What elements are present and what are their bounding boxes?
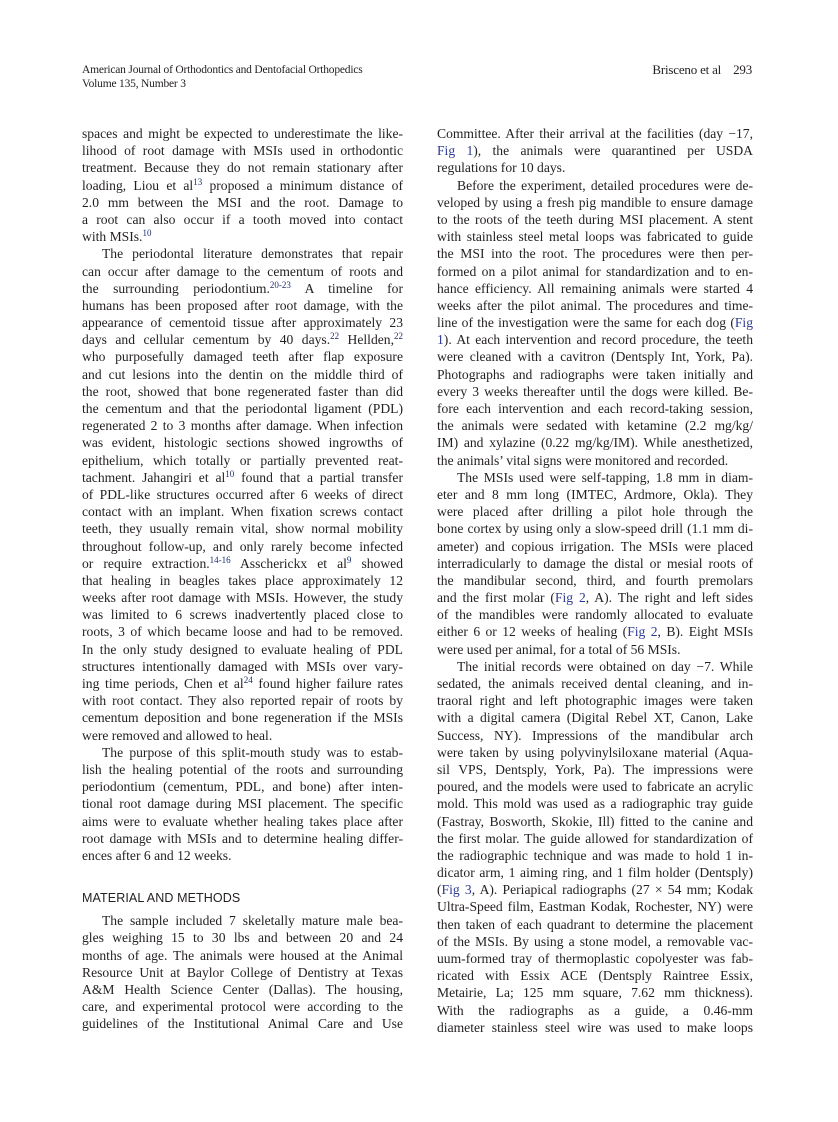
text-run: The purpose of this split-mouth study was to estab- xyxy=(102,744,403,760)
text-run: that healing in beagles takes place approximately 12 xyxy=(82,572,403,588)
text-run: were removed and allowed to heal. xyxy=(82,727,273,743)
citation-superscript[interactable]: 24 xyxy=(243,675,253,685)
text-line xyxy=(82,947,403,964)
text-run: epithelium, which totally or partially prevented reat- xyxy=(82,452,403,468)
text-line xyxy=(82,520,403,537)
text-run: the cementum and that the periodontal ligament (PDL) xyxy=(82,401,403,416)
citation-superscript[interactable]: 20-23 xyxy=(269,279,291,290)
text-run: then taken of each quadrant to determine the placement xyxy=(437,916,753,932)
text-line xyxy=(437,761,753,778)
text-run: every 3 weeks thereafter until the dogs were killed. Be- xyxy=(437,383,753,399)
text-run: regenerated 2 to 3 months after damage. When infection xyxy=(82,418,403,434)
text-run: and cut lesions into the dentin on the middle third of xyxy=(82,366,403,382)
text-run: were placed after drilling a pilot hole through the xyxy=(437,504,753,520)
text-run: care, and experimental protocol were according to the xyxy=(82,999,403,1015)
journal-volume: Volume 135, Number 3 xyxy=(82,78,186,90)
text-line xyxy=(437,709,753,726)
text-run: was limited to 6 screws inadvertently placed close to xyxy=(82,607,403,623)
text-line xyxy=(437,967,753,984)
text-run: mold. This mold was used as a radiographic tray guide xyxy=(437,796,753,812)
text-line xyxy=(437,503,753,520)
introduction-text xyxy=(82,125,403,864)
citation-superscript[interactable]: 14-16 xyxy=(209,554,231,565)
text-line xyxy=(437,383,753,400)
text-line xyxy=(437,159,753,176)
text-line xyxy=(437,486,753,503)
text-run: the radiographic technique and was made to hold 1 in- xyxy=(437,847,753,863)
text-run: Hellden, xyxy=(339,332,394,348)
text-run: Resource Unit at Baylor College of Dentistry at Texas xyxy=(82,964,403,980)
text-run: fore each intervention and each record-taking session, xyxy=(437,401,753,416)
text-run: lihood of root damage with MSIs used in orthodontic xyxy=(82,143,403,159)
text-run: sil VPS, Dentsply, York, Pa). The impressions were xyxy=(437,761,753,777)
text-run: the root, showed that bone regenerated faster than did xyxy=(82,383,403,399)
text-run: ricated with Essix ACE (Dentsply Raintree Essix, xyxy=(437,968,753,984)
text-line xyxy=(82,555,403,572)
text-line xyxy=(82,503,403,520)
text-run: or require extraction. xyxy=(82,555,210,571)
citation-superscript[interactable]: 10 xyxy=(142,228,152,239)
text-line xyxy=(437,366,753,383)
text-run: Success, NY). Impressions of the mandibular arch xyxy=(437,727,753,743)
text-run: sedated, the animals received dental cleaning, and in- xyxy=(437,676,753,691)
text-line xyxy=(82,778,403,795)
text-line xyxy=(437,400,753,417)
text-run: The sample included 7 skeletally mature male bea- xyxy=(102,913,403,929)
text-line xyxy=(82,538,403,555)
text-run: tional root damage during MSI placement. The specific xyxy=(82,796,403,812)
text-run: ), the animals were quarantined per USDA xyxy=(473,143,753,159)
text-run: interradicularly to damage the distal or mesial roots of xyxy=(437,555,753,571)
text-line xyxy=(82,383,403,400)
text-line xyxy=(82,263,403,280)
text-line xyxy=(437,245,753,262)
text-run: with stainless steel metal loops was fabricated to guide xyxy=(437,229,753,245)
text-run: formed on a pilot animal for standardization and to en- xyxy=(437,263,753,279)
text-run: proposed a minimum distance of xyxy=(202,177,404,193)
text-line xyxy=(437,795,753,812)
text-run: cementum deposition and bone regeneration if the MSIs xyxy=(82,710,403,726)
text-run: The MSIs used were self-tapping, 1.8 mm in diam- xyxy=(457,469,753,485)
text-run: line of the investigation were the same for each dog ( xyxy=(437,315,735,331)
text-line xyxy=(82,912,403,929)
text-line xyxy=(437,813,753,830)
text-line xyxy=(82,486,403,503)
text-run: the animals were sedated with ketamine (2.2 mg/kg/ xyxy=(437,418,753,434)
figure-reference-link[interactable]: Fig 2 xyxy=(554,590,586,606)
text-line xyxy=(437,658,753,675)
text-run: found higher failure rates xyxy=(252,676,403,691)
text-line xyxy=(82,177,403,194)
text-run: root damage with MSIs and to determine healing differ- xyxy=(82,830,403,846)
text-run: can occur after damage to the cementum of roots and xyxy=(82,263,403,279)
journal-title: American Journal of Orthodontics and Dentofacial Orthopedics xyxy=(82,64,363,76)
text-run: humans has been proposed after root damage, with the xyxy=(82,297,403,313)
text-run: diameter stainless steel wire was used to make loops xyxy=(437,1019,753,1035)
text-run: ences after 6 and 12 weeks. xyxy=(82,847,232,863)
text-run: who purposefully damaged teeth after flap exposure xyxy=(82,349,403,365)
text-line xyxy=(82,245,403,262)
text-run: bone cortex by using only a slow-speed drill (1.1 mm di- xyxy=(437,521,753,537)
text-line xyxy=(82,813,403,830)
text-line xyxy=(82,228,403,245)
text-line xyxy=(437,744,753,761)
text-run: gles weighing 15 to 30 lbs and between 20 and 24 xyxy=(82,930,403,946)
text-line xyxy=(437,864,753,881)
text-run: Metairie, La; 125 mm square, 7.62 mm thickness). xyxy=(437,985,753,1001)
text-line xyxy=(437,434,753,451)
text-line xyxy=(437,314,753,331)
text-run: ameter) and copious irrigation. The MSIs were placed xyxy=(437,538,753,554)
text-run: were cleaned with a cavitron (Dentsply Int, York, Pa). xyxy=(437,349,753,365)
text-run: the animals’ vital signs were monitored and recorded. xyxy=(437,452,729,468)
text-line xyxy=(82,998,403,1015)
text-line xyxy=(437,348,753,365)
text-line xyxy=(82,692,403,709)
text-run: 2.0 mm between the MSI and the root. Damage to xyxy=(82,194,403,210)
text-run: of PDL-like structures occurred after 6 weeks of direct xyxy=(82,486,403,502)
text-run: Ultra-Speed film, Eastman Kodak, Rochester, NY) were xyxy=(437,899,753,915)
text-run: , B). Eight MSIs xyxy=(657,624,753,640)
text-line xyxy=(437,228,753,245)
text-run: the first molar. The guide allowed for standardization of xyxy=(437,830,753,846)
text-run: IM) and xylazine (0.22 mg/kg/IM). While anesthetized, xyxy=(437,435,753,451)
running-authors: Brisceno et al xyxy=(652,62,722,77)
text-run: of the MSIs. By using a stone model, a removable vac- xyxy=(437,933,753,949)
text-run: ing time periods, Chen et al xyxy=(82,676,244,691)
text-line xyxy=(437,641,753,658)
text-run: teeth, they usually remain vital, show normal mobility xyxy=(82,521,403,537)
section-heading-methods: MATERIAL AND METHODS xyxy=(82,891,241,906)
text-run: A timeline for xyxy=(290,280,403,296)
text-run: (Fastray, Bosworth, Skokie, Ill) fitted to the canine and xyxy=(437,813,753,829)
text-line xyxy=(437,555,753,572)
text-line xyxy=(82,658,403,675)
text-run: were used per animal, for a total of 56 MSIs. xyxy=(437,641,681,657)
text-line xyxy=(437,211,753,228)
text-line xyxy=(437,898,753,915)
text-line xyxy=(437,778,753,795)
text-run: contact with an implant. When fixation screws contact xyxy=(82,504,403,520)
left-column xyxy=(82,125,403,1033)
text-line xyxy=(437,538,753,555)
text-run: months of age. The animals were housed at the Animal xyxy=(82,947,403,963)
text-line xyxy=(437,727,753,744)
figure-reference-link[interactable]: Fig 3 xyxy=(441,882,472,898)
text-line xyxy=(82,314,403,331)
text-run: either 6 or 12 weeks of healing ( xyxy=(437,624,628,640)
figure-reference-link[interactable]: Fig 2 xyxy=(627,624,658,640)
text-run: hance efficiency. All remaining animals were started 4 xyxy=(437,280,753,296)
text-line xyxy=(82,211,403,228)
text-run: Photographs and radiographs were taken initially and xyxy=(437,366,753,382)
text-run: guidelines of the Institutional Animal Care and Use xyxy=(82,1016,403,1032)
text-run: showed xyxy=(351,555,403,571)
citation-superscript[interactable]: 22 xyxy=(330,331,340,342)
text-line xyxy=(82,142,403,159)
text-run: the surrounding periodontium. xyxy=(82,280,270,296)
text-line xyxy=(437,623,753,640)
citation-superscript[interactable]: 9 xyxy=(346,554,352,565)
text-line xyxy=(437,280,753,297)
text-line xyxy=(82,761,403,778)
text-line xyxy=(82,331,403,348)
text-run: with root contact. They also reported repair of roots by xyxy=(82,693,403,709)
text-line xyxy=(82,194,403,211)
text-line xyxy=(437,847,753,864)
text-line xyxy=(82,929,403,946)
text-run: roots, 3 of which became loose and had to be removed. xyxy=(82,624,403,640)
text-run: aims were to evaluate whether healing takes place after xyxy=(82,813,403,829)
page-number: 293 xyxy=(733,62,752,77)
text-line xyxy=(82,641,403,658)
text-run: structures intentionally damaged with MSIs over vary- xyxy=(82,658,403,674)
text-line xyxy=(82,709,403,726)
text-line xyxy=(82,727,403,744)
text-run: In the only study designed to evaluate healing of PDL xyxy=(82,641,403,657)
text-line xyxy=(82,348,403,365)
text-run: The initial records were obtained on day −7. While xyxy=(457,658,753,674)
text-line xyxy=(437,263,753,280)
figure-reference-link[interactable]: Fig xyxy=(734,315,753,331)
text-line xyxy=(437,1019,753,1036)
text-line xyxy=(437,125,753,142)
text-line xyxy=(437,984,753,1001)
text-run: weeks after root damage with MSIs. However, the study xyxy=(82,590,403,606)
text-run: appearance of cementoid tissue after approximately 23 xyxy=(82,315,403,331)
text-line xyxy=(437,692,753,709)
text-run: were taken by using polyvinylsiloxane material (Aqua- xyxy=(437,744,753,760)
text-run: Asscherickx et al xyxy=(230,555,347,571)
text-line xyxy=(82,847,403,864)
text-line xyxy=(437,417,753,434)
text-run: uum-formed tray of thermoplastic copolyester was fab- xyxy=(437,951,753,966)
text-line xyxy=(437,297,753,314)
text-line xyxy=(82,417,403,434)
text-line xyxy=(82,572,403,589)
text-run: throughout follow-up, and only rarely become infected xyxy=(82,538,403,554)
text-run: Committee. After their arrival at the facilities (day −17, xyxy=(437,126,753,141)
text-run: a root can also occur if a tooth moved into contact xyxy=(82,211,403,227)
text-run: was evident, histologic sections showed ingrowths of xyxy=(82,435,403,451)
citation-superscript[interactable]: 10 xyxy=(225,468,235,479)
text-line xyxy=(82,623,403,640)
text-line xyxy=(437,520,753,537)
text-run: dicator arm, 1 aiming ring, and 1 film holder (Dentsply) xyxy=(437,865,753,881)
text-run: lish the healing potential of the roots and surrounding xyxy=(82,761,403,777)
text-line xyxy=(82,964,403,981)
figure-reference-link[interactable]: 1 xyxy=(437,332,444,348)
text-run: of the mandibles were randomly allocated to evaluate xyxy=(437,607,753,623)
text-run: loading, Liou et al xyxy=(82,177,194,193)
text-run: , A). Periapical radiographs (27 × 54 mm; Kodak xyxy=(471,882,753,898)
text-run: Before the experiment, detailed procedures were de- xyxy=(457,177,753,193)
running-header-right xyxy=(652,63,752,77)
text-run: periodontium (cementum, PDL, and bone) after inten- xyxy=(82,779,403,795)
text-run: the mandibular second, third, and fourth premolars xyxy=(437,572,753,588)
text-run: with a digital camera (Digital Rebel XT, Canon, Lake xyxy=(437,710,753,726)
text-line xyxy=(437,916,753,933)
text-line xyxy=(437,881,753,898)
text-run: weeks after the pilot animal. The procedures and time- xyxy=(437,297,753,313)
text-line xyxy=(437,452,753,469)
text-line xyxy=(82,434,403,451)
methods-text-continued xyxy=(437,125,753,1036)
text-line xyxy=(82,1015,403,1032)
text-line xyxy=(82,830,403,847)
text-run: regulations for 10 days. xyxy=(437,160,566,176)
text-line xyxy=(437,1002,753,1019)
text-run: treatment. Because they do not remain stationary after xyxy=(82,160,403,176)
text-run: A&M Health Science Center (Dallas). The housing, xyxy=(82,982,403,997)
citation-superscript[interactable]: 13 xyxy=(193,176,203,187)
text-line xyxy=(82,795,403,812)
text-run: poured, and the models were used to fabricate an acrylic xyxy=(437,779,753,795)
right-column xyxy=(437,125,753,1036)
text-run: tachment. Jahangiri et al xyxy=(82,469,226,485)
text-run: ). At each intervention and record procedure, the teeth xyxy=(443,332,753,348)
text-run: to the roots of the teeth during MSI placement. A stent xyxy=(437,211,753,227)
text-line xyxy=(437,177,753,194)
text-line xyxy=(437,194,753,211)
text-run: the MSI into the root. The procedures were then per- xyxy=(437,246,753,262)
text-run: traoral right and left photographic images were taken xyxy=(437,693,753,709)
text-line xyxy=(82,297,403,314)
methods-text xyxy=(82,912,403,1032)
text-run: eter and 8 mm long (IMTEC, Ardmore, Okla). They xyxy=(437,486,753,502)
text-line xyxy=(82,744,403,761)
text-line xyxy=(82,589,403,606)
text-run: veloped by using a fresh pig mandible to ensure damage xyxy=(437,194,753,210)
text-run: and the first molar ( xyxy=(437,590,555,606)
text-line xyxy=(82,606,403,623)
text-run: with MSIs. xyxy=(82,229,143,245)
text-line xyxy=(437,589,753,606)
text-run: days and cellular cementum by 40 days. xyxy=(82,332,331,348)
text-line xyxy=(82,366,403,383)
text-line xyxy=(437,142,753,159)
citation-superscript[interactable]: 22 xyxy=(394,331,403,342)
text-line xyxy=(82,981,403,998)
text-line xyxy=(82,675,403,692)
text-line xyxy=(437,606,753,623)
text-line xyxy=(437,331,753,348)
text-line xyxy=(437,572,753,589)
text-line xyxy=(82,125,403,142)
text-run: found that a partial transfer xyxy=(234,469,403,485)
figure-reference-link[interactable]: Fig 1 xyxy=(437,143,474,159)
text-line xyxy=(437,933,753,950)
text-line xyxy=(437,950,753,967)
text-line xyxy=(82,280,403,297)
text-run: , A). The right and left sides xyxy=(585,590,753,606)
text-run: With the radiographs as a guide, a 0.46-mm xyxy=(437,1002,753,1018)
running-header-left xyxy=(82,63,363,91)
text-line xyxy=(82,469,403,486)
text-run: ( xyxy=(437,882,442,898)
text-line xyxy=(82,159,403,176)
text-line xyxy=(437,469,753,486)
text-run: The periodontal literature demonstrates that repair xyxy=(102,246,403,262)
text-line xyxy=(82,452,403,469)
text-line xyxy=(437,830,753,847)
text-run: spaces and might be expected to underestimate the like- xyxy=(82,126,403,141)
text-line xyxy=(437,675,753,692)
text-line xyxy=(82,400,403,417)
